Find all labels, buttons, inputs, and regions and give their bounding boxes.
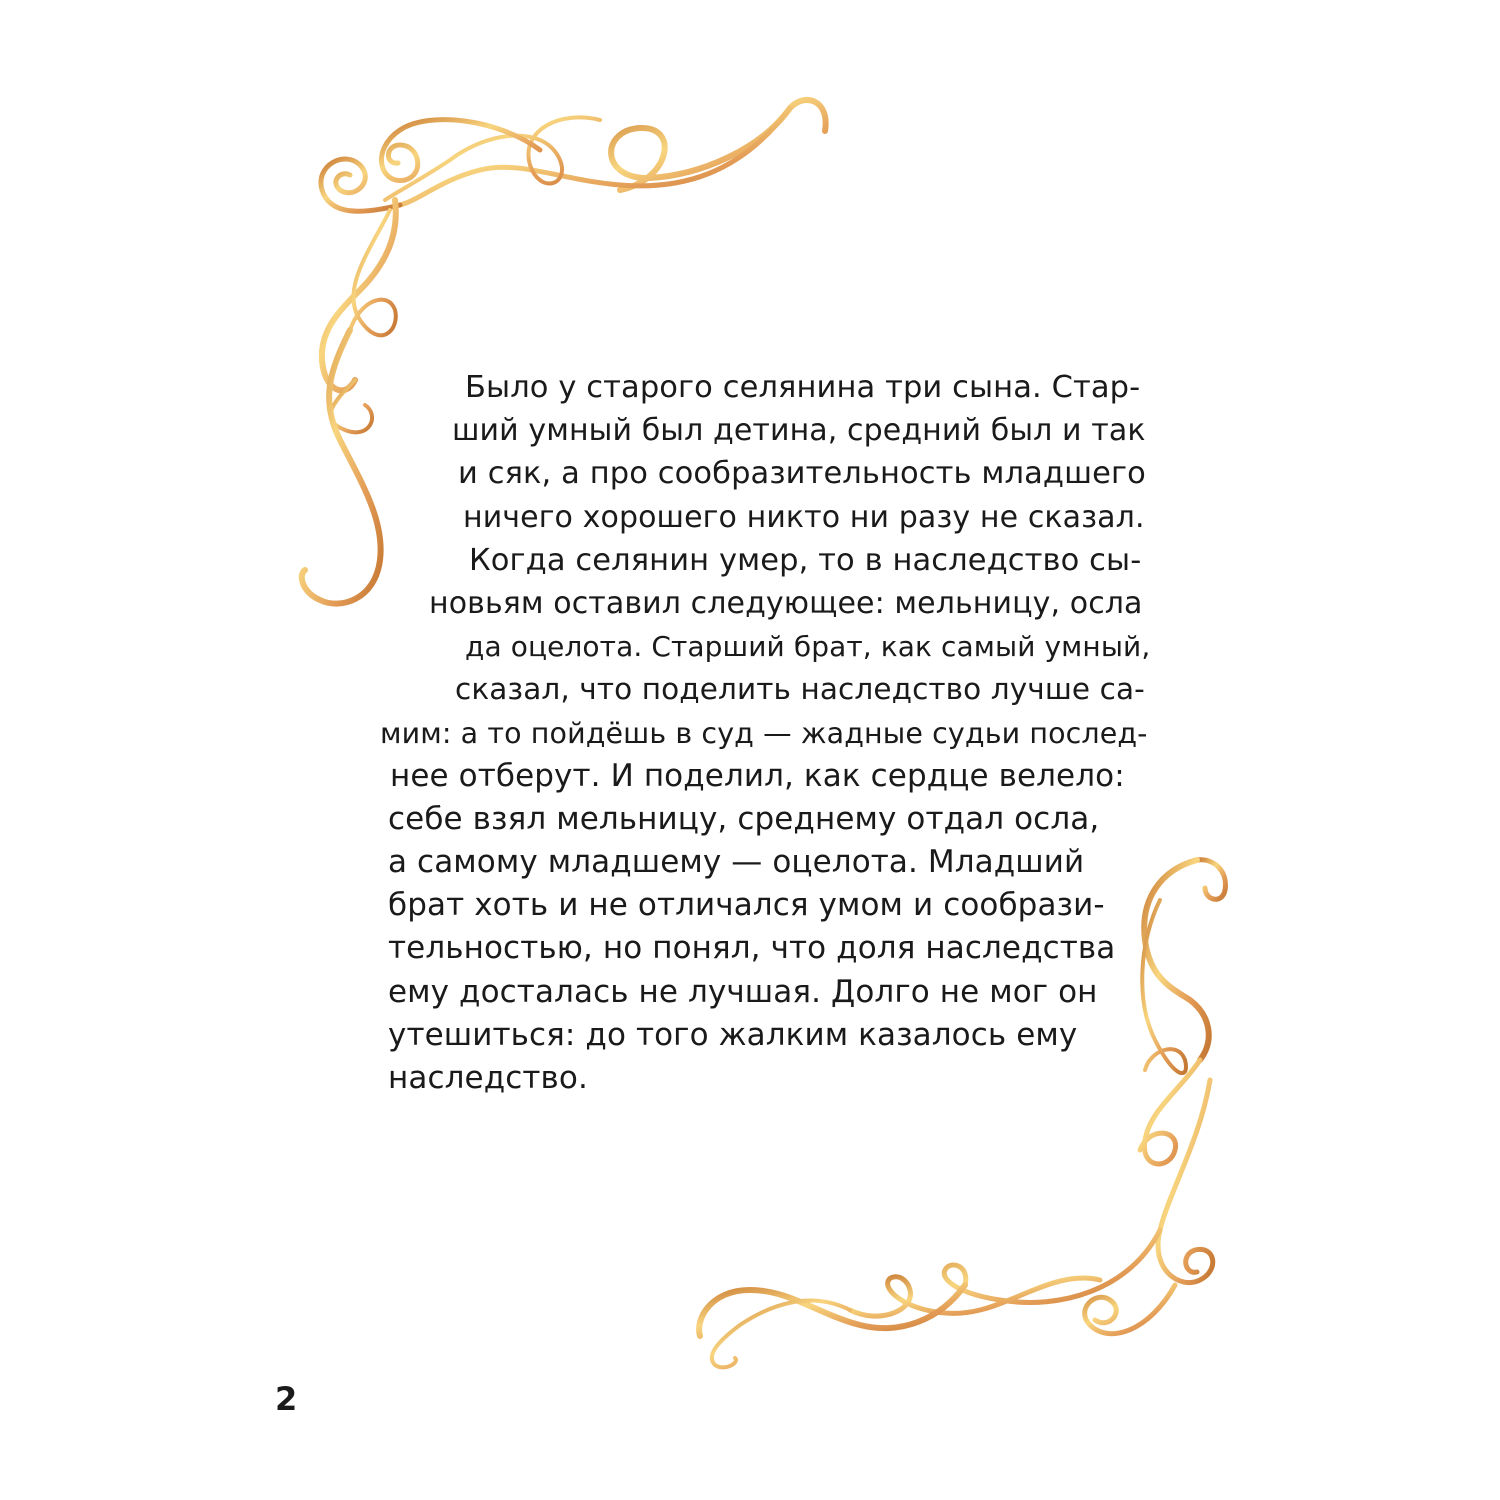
story-line: себе взял мельницу, среднему отдал осла, — [388, 800, 1100, 837]
story-line: наследство. — [388, 1060, 588, 1096]
story-line: ему досталась не лучшая. Долго не мог он — [388, 973, 1098, 1010]
story-line: нее отберут. И поделил, как сердце велело: — [390, 757, 1125, 794]
story-line: ший умный был детина, средний был и так — [452, 413, 1146, 449]
story-line: да оцелота. Старший брат, как самый умный, — [465, 630, 1151, 664]
story-line: ничего хорошего никто ни разу не сказал. — [463, 499, 1145, 535]
story-line: сказал, что поделить наследство лучше са- — [455, 672, 1145, 707]
story-line: Когда селянин умер, то в наследство сы- — [469, 542, 1142, 578]
story-line: брат хоть и не отличался умом и сообрази- — [388, 887, 1105, 924]
story-line: Было у старого селянина три сына. Стар- — [465, 370, 1141, 405]
story-line: новьям оставил следующее: мельницу, осла — [429, 585, 1143, 621]
story-line: мим: а то пойдёшь в суд — жадные судьи послед- — [380, 716, 1148, 750]
story-line: утешиться: до того жалким казалось ему — [388, 1016, 1078, 1053]
story-line: и сяк, а про сообразительность младшего — [458, 456, 1146, 492]
story-line: тельностью, но понял, что доля наследства — [388, 930, 1116, 967]
story-text — [380, 366, 1150, 1100]
page-number: 2 — [275, 1380, 298, 1418]
story-line: а самому младшему — оцелота. Младший — [388, 844, 1085, 881]
